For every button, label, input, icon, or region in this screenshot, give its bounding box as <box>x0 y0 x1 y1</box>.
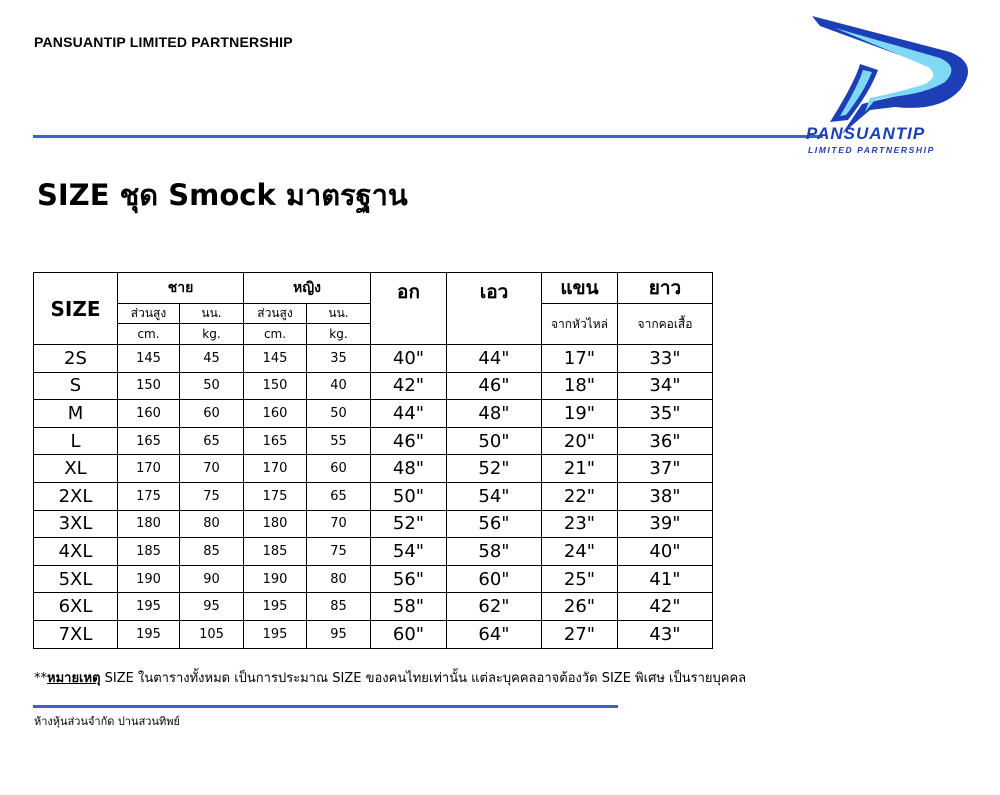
male-height-unit: cm. <box>118 324 180 345</box>
female-height-cell: 190 <box>244 565 307 593</box>
table-row <box>34 565 713 593</box>
male-weight-cell: 70 <box>180 455 244 483</box>
logo-tagline: LIMITED PARTNERSHIP <box>808 145 935 155</box>
table-row <box>34 345 713 373</box>
female-weight-cell: 40 <box>307 372 371 400</box>
table-row <box>34 455 713 483</box>
female-weight-cell: 80 <box>307 565 371 593</box>
male-height-cell: 190 <box>118 565 180 593</box>
sleeve-header: แขน <box>542 273 618 304</box>
length-note: จากคอเสื้อ <box>618 304 713 345</box>
size-cell: L <box>34 427 118 455</box>
waist-cell: 64" <box>447 620 542 648</box>
length-cell: 38" <box>618 482 713 510</box>
footnote <box>34 667 746 688</box>
female-height-header: ส่วนสูง <box>244 304 307 324</box>
male-weight-cell: 80 <box>180 510 244 538</box>
waist-cell: 50" <box>447 427 542 455</box>
header-row-groups <box>34 273 713 304</box>
length-cell: 39" <box>618 510 713 538</box>
male-height-cell: 160 <box>118 400 180 428</box>
company-name: PANSUANTIP LIMITED PARTNERSHIP <box>34 34 293 50</box>
footnote-prefix: ** <box>34 671 47 686</box>
male-weight-cell: 50 <box>180 372 244 400</box>
length-cell: 43" <box>618 620 713 648</box>
waist-cell: 44" <box>447 345 542 373</box>
table-row <box>34 510 713 538</box>
size-cell: 4XL <box>34 538 118 566</box>
male-weight-cell: 95 <box>180 593 244 621</box>
female-height-cell: 175 <box>244 482 307 510</box>
footer-divider <box>33 705 618 708</box>
chest-cell: 54" <box>371 538 447 566</box>
male-height-header: ส่วนสูง <box>118 304 180 324</box>
size-cell: 7XL <box>34 620 118 648</box>
male-weight-cell: 45 <box>180 345 244 373</box>
size-cell: 3XL <box>34 510 118 538</box>
sleeve-cell: 23" <box>542 510 618 538</box>
length-cell: 41" <box>618 565 713 593</box>
length-header: ยาว <box>618 273 713 304</box>
female-weight-cell: 65 <box>307 482 371 510</box>
table-row <box>34 620 713 648</box>
size-cell: 6XL <box>34 593 118 621</box>
sleeve-cell: 18" <box>542 372 618 400</box>
waist-cell: 56" <box>447 510 542 538</box>
male-height-cell: 170 <box>118 455 180 483</box>
chest-cell: 50" <box>371 482 447 510</box>
table-row <box>34 538 713 566</box>
sleeve-cell: 20" <box>542 427 618 455</box>
length-cell: 33" <box>618 345 713 373</box>
footnote-label: หมายเหตุ <box>47 671 101 686</box>
chest-cell: 46" <box>371 427 447 455</box>
length-cell: 40" <box>618 538 713 566</box>
sleeve-cell: 24" <box>542 538 618 566</box>
female-height-unit: cm. <box>244 324 307 345</box>
length-cell: 34" <box>618 372 713 400</box>
length-cell: 36" <box>618 427 713 455</box>
male-height-cell: 150 <box>118 372 180 400</box>
chest-cell: 42" <box>371 372 447 400</box>
size-table <box>33 272 713 649</box>
sleeve-cell: 17" <box>542 345 618 373</box>
female-height-cell: 150 <box>244 372 307 400</box>
waist-cell: 54" <box>447 482 542 510</box>
sleeve-cell: 27" <box>542 620 618 648</box>
male-height-cell: 165 <box>118 427 180 455</box>
female-weight-cell: 95 <box>307 620 371 648</box>
male-weight-unit: kg. <box>180 324 244 345</box>
page-title: SIZE ชุด Smock มาตรฐาน <box>37 178 408 212</box>
chest-cell: 58" <box>371 593 447 621</box>
male-height-cell: 145 <box>118 345 180 373</box>
female-weight-cell: 35 <box>307 345 371 373</box>
female-weight-cell: 85 <box>307 593 371 621</box>
male-weight-cell: 75 <box>180 482 244 510</box>
sleeve-cell: 26" <box>542 593 618 621</box>
male-height-cell: 175 <box>118 482 180 510</box>
chest-cell: 60" <box>371 620 447 648</box>
female-height-cell: 170 <box>244 455 307 483</box>
length-cell: 35" <box>618 400 713 428</box>
size-cell: M <box>34 400 118 428</box>
chest-cell: 56" <box>371 565 447 593</box>
table-row <box>34 427 713 455</box>
female-height-cell: 195 <box>244 593 307 621</box>
header-divider <box>33 135 823 138</box>
female-weight-cell: 55 <box>307 427 371 455</box>
male-height-cell: 185 <box>118 538 180 566</box>
chest-header: อก <box>371 273 447 345</box>
sleeve-cell: 22" <box>542 482 618 510</box>
table-row <box>34 400 713 428</box>
chest-cell: 40" <box>371 345 447 373</box>
size-cell: XL <box>34 455 118 483</box>
female-weight-header: นน. <box>307 304 371 324</box>
female-weight-cell: 75 <box>307 538 371 566</box>
male-height-cell: 195 <box>118 620 180 648</box>
female-height-cell: 145 <box>244 345 307 373</box>
waist-header: เอว <box>447 273 542 345</box>
sleeve-cell: 19" <box>542 400 618 428</box>
sleeve-cell: 21" <box>542 455 618 483</box>
table-row <box>34 593 713 621</box>
male-header: ชาย <box>118 273 244 304</box>
waist-cell: 52" <box>447 455 542 483</box>
male-weight-cell: 105 <box>180 620 244 648</box>
table-row <box>34 372 713 400</box>
length-cell: 37" <box>618 455 713 483</box>
sleeve-cell: 25" <box>542 565 618 593</box>
waist-cell: 58" <box>447 538 542 566</box>
female-height-cell: 180 <box>244 510 307 538</box>
footer-text: ห้างหุ้นส่วนจำกัด ปานสวนทิพย์ <box>34 715 180 728</box>
size-cell: 2XL <box>34 482 118 510</box>
table-row <box>34 482 713 510</box>
logo-brand: PANSUANTIP <box>806 124 926 143</box>
male-height-cell: 180 <box>118 510 180 538</box>
male-weight-cell: 60 <box>180 400 244 428</box>
female-weight-cell: 70 <box>307 510 371 538</box>
size-header: SIZE <box>34 273 118 345</box>
chest-cell: 44" <box>371 400 447 428</box>
size-cell: S <box>34 372 118 400</box>
waist-cell: 60" <box>447 565 542 593</box>
length-cell: 42" <box>618 593 713 621</box>
female-height-cell: 185 <box>244 538 307 566</box>
female-weight-cell: 60 <box>307 455 371 483</box>
size-cell: 2S <box>34 345 118 373</box>
male-weight-header: นน. <box>180 304 244 324</box>
male-weight-cell: 90 <box>180 565 244 593</box>
female-header: หญิง <box>244 273 371 304</box>
waist-cell: 46" <box>447 372 542 400</box>
male-weight-cell: 85 <box>180 538 244 566</box>
female-height-cell: 195 <box>244 620 307 648</box>
male-height-cell: 195 <box>118 593 180 621</box>
waist-cell: 62" <box>447 593 542 621</box>
chest-cell: 52" <box>371 510 447 538</box>
female-height-cell: 165 <box>244 427 307 455</box>
size-cell: 5XL <box>34 565 118 593</box>
chest-cell: 48" <box>371 455 447 483</box>
sleeve-note: จากหัวไหล่ <box>542 304 618 345</box>
footnote-text: SIZE ในตารางทั้งหมด เป็นการประมาณ SIZE ของคนไทยเท่านั้น แต่ละบุคคลอาจต้องวัด SIZE พิเศษ เป็นรายบุคคล <box>100 671 747 686</box>
male-weight-cell: 65 <box>180 427 244 455</box>
female-weight-cell: 50 <box>307 400 371 428</box>
waist-cell: 48" <box>447 400 542 428</box>
female-weight-unit: kg. <box>307 324 371 345</box>
female-height-cell: 160 <box>244 400 307 428</box>
